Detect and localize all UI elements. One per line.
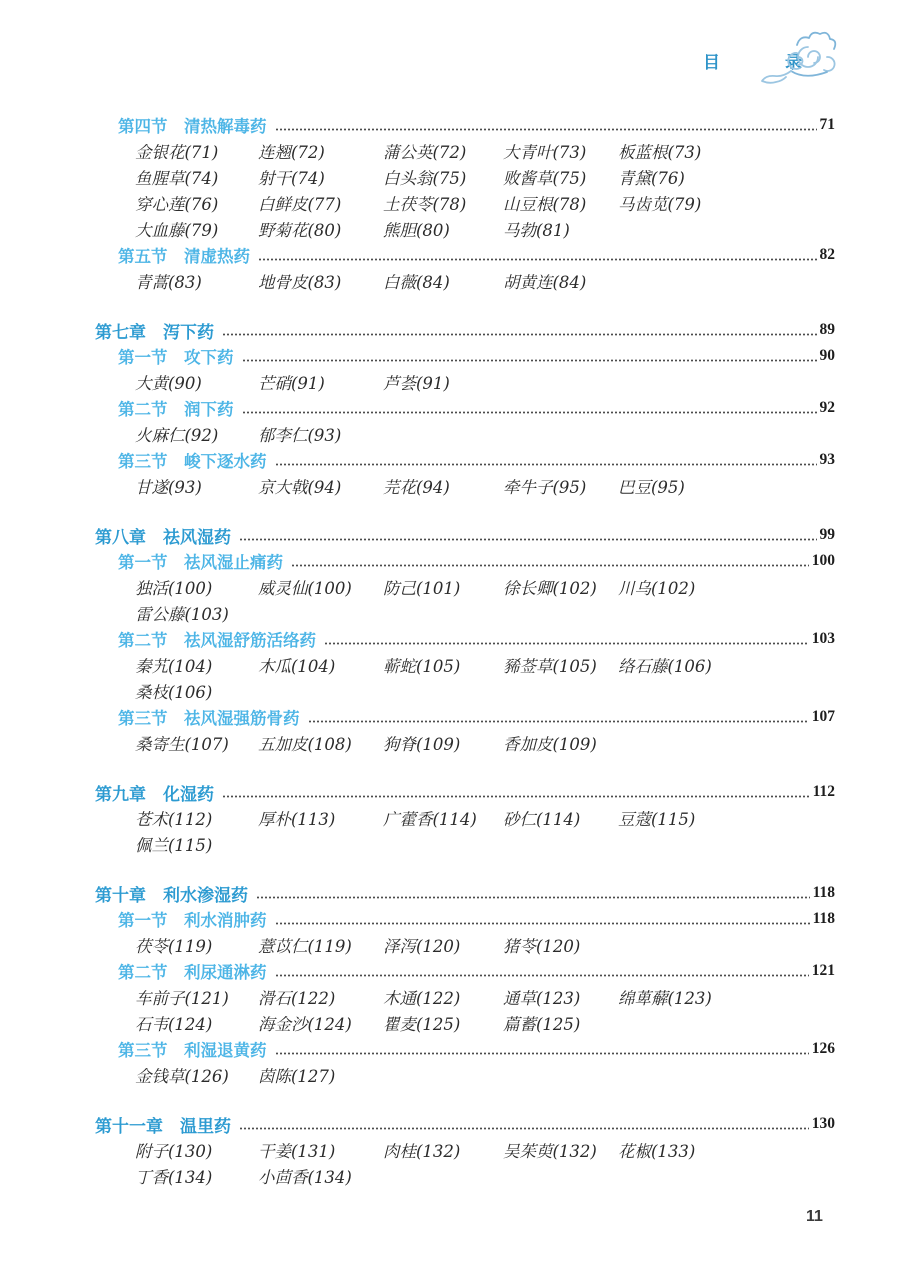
herb-entry: 青黛(76) [618, 169, 685, 188]
section-line [95, 1036, 835, 1062]
herb-entry: 火麻仁(92) [135, 426, 219, 445]
herb-entry: 山豆根(78) [503, 195, 587, 214]
herb-entry: 蕲蛇(105) [383, 657, 461, 676]
herb-entry: 芦荟(91) [383, 374, 450, 393]
herb-row [95, 1163, 835, 1189]
dot-leader [324, 642, 809, 645]
herb-entry: 金钱草(126) [135, 1067, 229, 1086]
toc-content [95, 112, 835, 1189]
herb-entry: 桑枝(106) [135, 683, 213, 702]
herb-entry: 京大戟(94) [258, 478, 342, 497]
chapter-line [95, 779, 835, 805]
dot-leader [275, 1052, 809, 1055]
herb-entry: 薏苡仁(119) [258, 937, 352, 956]
herb-entry: 滑石(122) [258, 989, 336, 1008]
herb-entry: 甘遂(93) [135, 478, 202, 497]
herb-entry: 砂仁(114) [503, 810, 581, 829]
herb-row [95, 1137, 835, 1163]
section-line [95, 704, 835, 730]
herb-entry: 独活(100) [135, 579, 213, 598]
herb-entry: 射干(74) [258, 169, 325, 188]
herb-entry: 附子(130) [135, 1142, 213, 1161]
herb-row [95, 138, 835, 164]
herb-entry: 胡黄连(84) [503, 273, 587, 292]
herb-entry: 香加皮(109) [503, 735, 597, 754]
herb-entry: 川乌(102) [618, 579, 696, 598]
page-number: 118 [812, 910, 835, 927]
section-line [95, 343, 835, 369]
herb-row [95, 984, 835, 1010]
dot-leader [308, 720, 809, 723]
herb-entry: 白鲜皮(77) [258, 195, 342, 214]
herb-entry: 熊胆(80) [383, 221, 450, 240]
herb-entry: 土茯苓(78) [383, 195, 467, 214]
dot-leader [239, 538, 817, 541]
herb-entry: 白头翁(75) [383, 169, 467, 188]
herb-entry: 泽泻(120) [383, 937, 461, 956]
section-title: 第二节 祛风湿舒筋活络药 [118, 631, 316, 650]
page-number: 121 [811, 962, 835, 979]
herb-entry: 海金沙(124) [258, 1015, 352, 1034]
herb-row [95, 652, 835, 678]
spacer [95, 1088, 835, 1111]
dot-leader [275, 974, 809, 977]
page-number: 107 [811, 708, 835, 725]
herb-entry: 肉桂(132) [383, 1142, 461, 1161]
herb-row [95, 831, 835, 857]
page-number: 90 [819, 347, 835, 364]
herb-entry: 厚朴(113) [258, 810, 336, 829]
herb-row [95, 574, 835, 600]
chapter-title: 第九章 化湿药 [95, 784, 214, 805]
herb-entry: 络石藤(106) [618, 657, 712, 676]
spacer [95, 294, 835, 317]
herb-entry: 白薇(84) [383, 273, 450, 292]
section-line [95, 906, 835, 932]
section-line [95, 548, 835, 574]
chapter-title: 第十一章 温里药 [95, 1116, 231, 1137]
chapter-line [95, 1111, 835, 1137]
herb-entry: 郁李仁(93) [258, 426, 342, 445]
spacer [95, 499, 835, 522]
herb-entry: 猪苓(120) [503, 937, 581, 956]
herb-entry: 秦艽(104) [135, 657, 213, 676]
herb-entry: 干姜(131) [258, 1142, 336, 1161]
herb-row [95, 1062, 835, 1088]
herb-row [95, 932, 835, 958]
dot-leader [256, 896, 810, 899]
chapter-line [95, 317, 835, 343]
herb-entry: 巴豆(95) [618, 478, 685, 497]
herb-entry: 茵陈(127) [258, 1067, 336, 1086]
herb-row [95, 1010, 835, 1036]
herb-row [95, 730, 835, 756]
dot-leader [275, 463, 817, 466]
herb-entry: 丁香(134) [135, 1168, 213, 1187]
herb-entry: 败酱草(75) [503, 169, 587, 188]
herb-entry: 野菊花(80) [258, 221, 342, 240]
section-line [95, 395, 835, 421]
herb-entry: 绵萆薢(123) [618, 989, 712, 1008]
section-title: 第二节 润下药 [118, 400, 234, 419]
herb-entry: 五加皮(108) [258, 735, 352, 754]
page-number: 93 [819, 451, 835, 468]
section-title: 第三节 峻下逐水药 [118, 452, 267, 471]
herb-row [95, 600, 835, 626]
section-line [95, 626, 835, 652]
herb-entry: 板蓝根(73) [618, 143, 702, 162]
herb-entry: 马齿苋(79) [618, 195, 702, 214]
dot-leader [242, 359, 817, 362]
herb-entry: 桑寄生(107) [135, 735, 229, 754]
herb-entry: 佩兰(115) [135, 836, 213, 855]
spacer [95, 857, 835, 880]
page-number: 103 [811, 630, 835, 647]
chapter-title: 第八章 祛风湿药 [95, 527, 231, 548]
page-number: 126 [811, 1040, 835, 1057]
dot-leader [242, 411, 817, 414]
dot-leader [239, 1127, 809, 1130]
folio-page-number: 11 [806, 1208, 823, 1225]
page-number: 130 [811, 1115, 835, 1132]
herb-entry: 茯苓(119) [135, 937, 213, 956]
page-number: 82 [819, 246, 835, 263]
herb-entry: 大黄(90) [135, 374, 202, 393]
page-number: 89 [819, 321, 835, 338]
section-title: 第三节 祛风湿强筋骨药 [118, 709, 300, 728]
dot-leader [291, 564, 809, 567]
page-number: 71 [819, 116, 835, 133]
section-title: 第一节 攻下药 [118, 348, 234, 367]
section-title: 第五节 清虚热药 [118, 247, 250, 266]
herb-entry: 芒硝(91) [258, 374, 325, 393]
chapter-line [95, 880, 835, 906]
herb-entry: 豆蔻(115) [618, 810, 696, 829]
herb-entry: 鱼腥草(74) [135, 169, 219, 188]
dot-leader [275, 922, 810, 925]
herb-entry: 青蒿(83) [135, 273, 202, 292]
herb-entry: 地骨皮(83) [258, 273, 342, 292]
herb-row [95, 805, 835, 831]
herb-entry: 防己(101) [383, 579, 461, 598]
spacer [95, 756, 835, 779]
herb-entry: 大血藤(79) [135, 221, 219, 240]
herb-entry: 穿心莲(76) [135, 195, 219, 214]
herb-entry: 豨莶草(105) [503, 657, 597, 676]
herb-row [95, 190, 835, 216]
herb-entry: 木瓜(104) [258, 657, 336, 676]
page-number: 118 [812, 884, 835, 901]
herb-entry: 威灵仙(100) [258, 579, 352, 598]
section-title: 第一节 利水消肿药 [118, 911, 267, 930]
chapter-title: 第十章 利水渗湿药 [95, 885, 248, 906]
herb-row [95, 164, 835, 190]
herb-entry: 通草(123) [503, 989, 581, 1008]
section-line [95, 447, 835, 473]
herb-row [95, 216, 835, 242]
section-title: 第三节 利湿退黄药 [118, 1041, 267, 1060]
herb-entry: 狗脊(109) [383, 735, 461, 754]
dot-leader [222, 333, 817, 336]
herb-entry: 金银花(71) [135, 143, 219, 162]
toc-title: 目 录 [703, 53, 826, 73]
herb-entry: 花椒(133) [618, 1142, 696, 1161]
herb-entry: 连翘(72) [258, 143, 325, 162]
section-title: 第一节 祛风湿止痛药 [118, 553, 283, 572]
section-line [95, 958, 835, 984]
section-title: 第二节 利尿通淋药 [118, 963, 267, 982]
herb-entry: 木通(122) [383, 989, 461, 1008]
herb-row [95, 678, 835, 704]
herb-entry: 萹蓄(125) [503, 1015, 581, 1034]
herb-entry: 芫花(94) [383, 478, 450, 497]
cloud-ornament-icon [760, 30, 842, 94]
herb-entry: 雷公藤(103) [135, 605, 229, 624]
herb-row [95, 473, 835, 499]
herb-entry: 瞿麦(125) [383, 1015, 461, 1034]
herb-entry: 苍术(112) [135, 810, 213, 829]
page-number: 100 [811, 552, 835, 569]
herb-row [95, 369, 835, 395]
herb-entry: 车前子(121) [135, 989, 229, 1008]
herb-row [95, 421, 835, 447]
herb-entry: 牵牛子(95) [503, 478, 587, 497]
dot-leader [275, 128, 817, 131]
section-line [95, 242, 835, 268]
page-number: 92 [819, 399, 835, 416]
herb-entry: 马勃(81) [503, 221, 570, 240]
herb-entry: 石韦(124) [135, 1015, 213, 1034]
section-line [95, 112, 835, 138]
herb-entry: 徐长卿(102) [503, 579, 597, 598]
dot-leader [222, 795, 810, 798]
chapter-title: 第七章 泻下药 [95, 322, 214, 343]
dot-leader [258, 258, 817, 261]
herb-entry: 小茴香(134) [258, 1168, 352, 1187]
herb-entry: 大青叶(73) [503, 143, 587, 162]
herb-row [95, 268, 835, 294]
section-title: 第四节 清热解毒药 [118, 117, 267, 136]
herb-entry: 广藿香(114) [383, 810, 477, 829]
herb-entry: 蒲公英(72) [383, 143, 467, 162]
chapter-line [95, 522, 835, 548]
herb-entry: 吴茱萸(132) [503, 1142, 597, 1161]
page-number: 112 [812, 783, 835, 800]
page-number: 99 [819, 526, 835, 543]
